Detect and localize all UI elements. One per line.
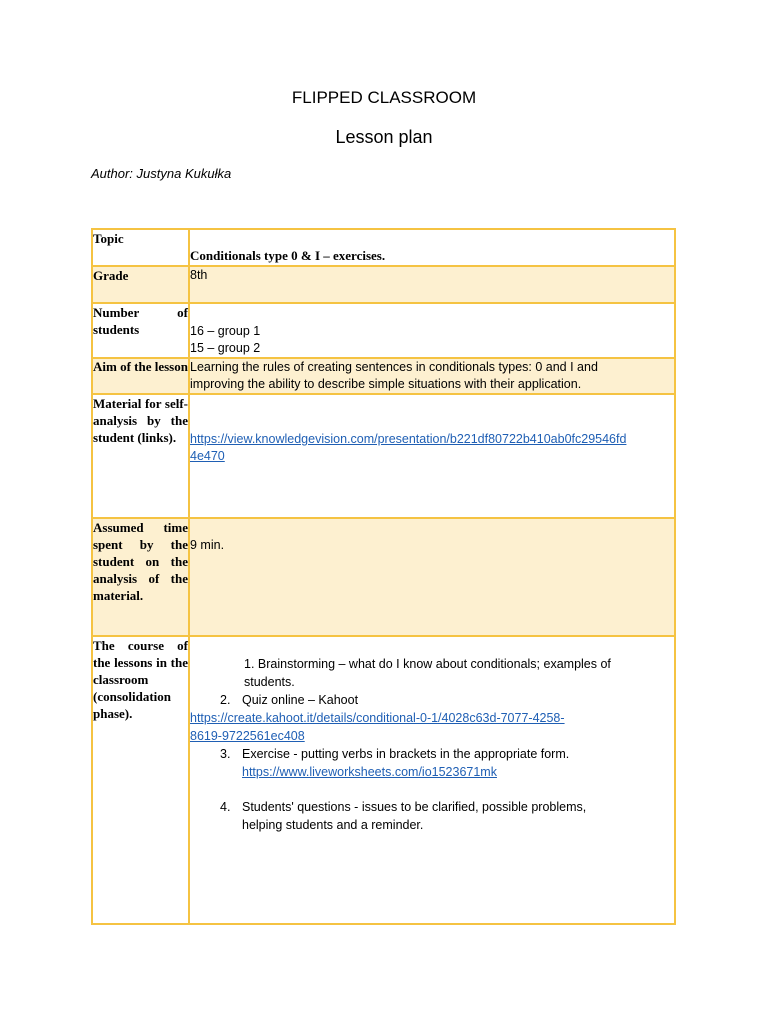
- aim-line-1: Learning the rules of creating sentences in conditionals types: 0 and I and: [190, 360, 598, 374]
- course-item-2-link[interactable]: [190, 709, 674, 745]
- aim-line-2: improving the ability to describe simple situations with their application.: [190, 377, 582, 391]
- document-title: FLIPPED CLASSROOM: [291, 88, 477, 107]
- liveworksheets-link[interactable]: https://www.liveworksheets.com/io1523671mk: [242, 765, 497, 779]
- table-row-material: [92, 394, 675, 518]
- course-item-1-line-2: students.: [244, 675, 295, 689]
- table-row-topic: [92, 229, 675, 266]
- topic-label: Topic: [92, 229, 189, 266]
- topic-value: Conditionals type 0 & I – exercises.: [190, 248, 386, 263]
- kahoot-link-line-1[interactable]: https://create.kahoot.it/details/conditional-0-1/4028c63d-7077-4258-: [190, 711, 565, 725]
- course-item-1-number: 1.: [244, 657, 255, 671]
- time-value-cell: [189, 518, 675, 636]
- topic-value-cell: [189, 229, 675, 266]
- students-group-2: 15 – group 2: [190, 341, 261, 355]
- course-item-4-line-2: helping students and a reminder.: [242, 818, 424, 832]
- course-item-2-text: Quiz online – Kahoot: [242, 693, 359, 707]
- material-link-line-1[interactable]: https://view.knowledgevision.com/presentation/b221df80722b410ab0fc29546fd: [190, 432, 627, 446]
- lesson-plan-table: [91, 228, 676, 925]
- kahoot-link-line-2[interactable]: 8619-9722561ec408: [190, 729, 305, 743]
- students-group-1: 16 – group 1: [190, 324, 261, 338]
- course-item-1-line-1: Brainstorming – what do I know about conditionals; examples of: [257, 657, 611, 671]
- material-label: Material for self-analysis by the student (links).: [92, 394, 189, 518]
- course-item-3: [190, 745, 674, 763]
- material-value-cell: [189, 394, 675, 518]
- table-row-students: [92, 303, 675, 358]
- time-value: 9 min.: [190, 538, 225, 552]
- students-value-cell: [189, 303, 675, 358]
- aim-label: Aim of the lesson: [92, 358, 189, 394]
- aim-value-cell: [189, 358, 675, 394]
- course-item-2: [190, 691, 674, 709]
- students-label: Number of students: [92, 303, 189, 358]
- material-link-line-2[interactable]: 4e470: [190, 449, 225, 463]
- material-link[interactable]: [190, 431, 674, 465]
- grade-value: 8th: [189, 266, 675, 303]
- author-line: Author: Justyna Kukułka: [91, 166, 232, 181]
- table-row-grade: [92, 266, 675, 303]
- course-item-2-number: 2.: [220, 693, 231, 707]
- time-label: Assumed time spent by the student on the analysis of the material.: [92, 518, 189, 636]
- course-item-4-line-1: Students' questions - issues to be clarified, possible problems,: [242, 800, 587, 814]
- course-label: The course of the lessons in the classroom (consolidation phase).: [92, 636, 189, 924]
- course-item-1: [190, 655, 674, 673]
- course-item-4-number: 4.: [220, 800, 231, 814]
- table-row-time: [92, 518, 675, 636]
- course-item-3-number: 3.: [220, 747, 231, 761]
- course-item-3-text: Exercise - putting verbs in brackets in the appropriate form.: [242, 747, 570, 761]
- table-row-course: [92, 636, 675, 924]
- grade-label: Grade: [92, 266, 189, 303]
- document-subtitle: Lesson plan: [335, 127, 433, 147]
- course-value-cell: [189, 636, 675, 924]
- table-row-aim: [92, 358, 675, 394]
- course-item-3-link-wrap[interactable]: [190, 763, 674, 781]
- course-item-4: [190, 798, 674, 816]
